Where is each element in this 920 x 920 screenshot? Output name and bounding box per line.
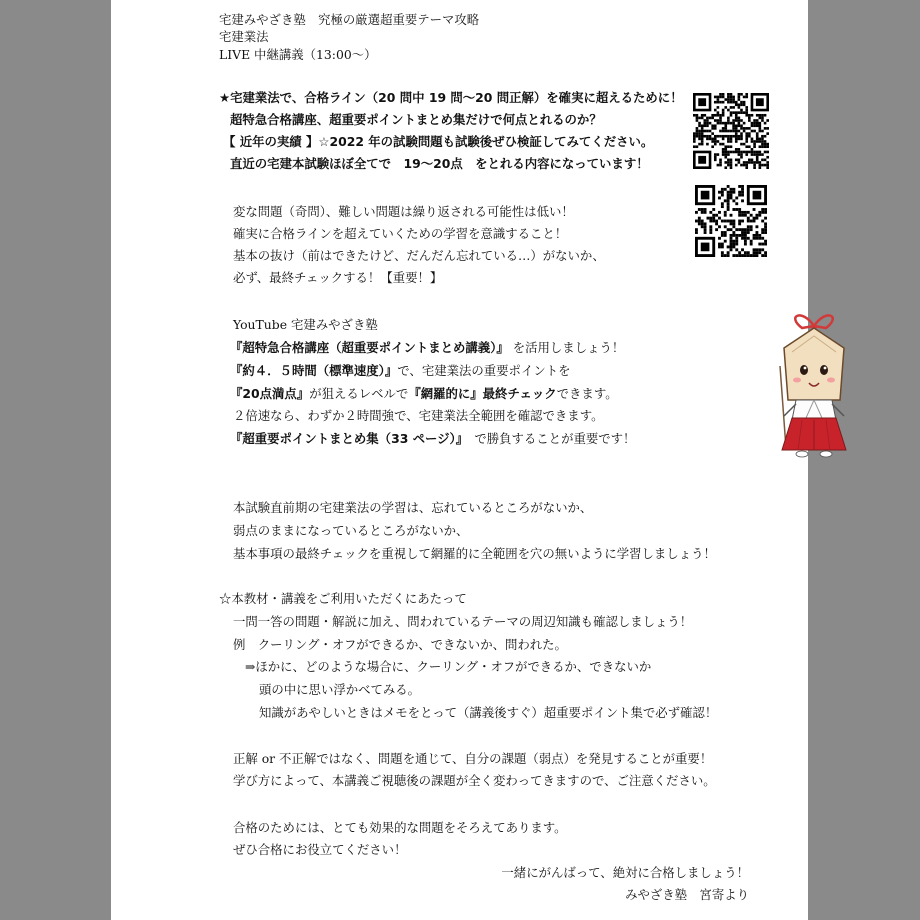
usage-line: ⇒ほかに、どのような場合に、クーリング・オフができるか、できないか — [245, 659, 652, 674]
note-line: 変な問題（奇問）、難しい問題は繰り返される可能性は低い！ — [233, 204, 574, 219]
intro-line: ★宅建業法で、合格ライン（20 問中 19 問〜20 問正解）を確実に超えるために！ — [219, 90, 683, 105]
study-line: 基本事項の最終チェックを重視して網羅的に全範囲を穴の無いように学習しましょう！ — [233, 546, 716, 561]
youtube-line: ２倍速なら、わずか２時間強で、宅建業法全範囲を確認できます。 — [233, 408, 604, 423]
intro-line: 超特急合格講座、超重要ポイントまとめ集だけで何点とれるのか？ — [230, 112, 602, 127]
plain-phrase: で勝負することが重要です！ — [461, 431, 636, 446]
bold-phrase: 『超特急合格講座（超重要ポイントまとめ講義）』 — [230, 340, 509, 355]
signature: みやざき塾 宮寄より — [625, 887, 749, 902]
usage-line: 例 クーリング・オフができるか、できないか、問われた。 — [233, 637, 567, 652]
youtube-line — [230, 386, 618, 402]
note-line: 必ず、最終チェックする！【重要！】 — [233, 270, 443, 285]
advice-line: 正解 or 不正解ではなく、問題を通じて、自分の課題（弱点）を発見することが重要！ — [233, 751, 713, 766]
bold-phrase: 『網羅的に』最終チェック — [408, 386, 557, 401]
header-lecture: LIVE 中継講義（13:00〜） — [219, 47, 377, 62]
qr-code-icon[interactable] — [695, 185, 767, 257]
usage-line: 知識があやしいときはメモをとって（講義後すぐ）超重要ポイント集で必ず確認！ — [259, 705, 718, 720]
youtube-line — [230, 431, 635, 447]
plain-phrase: を活用しましょう！ — [508, 340, 625, 355]
usage-heading: ☆本教材・講義をご利用いただくにあたって — [219, 591, 467, 606]
signoff-line: 一緒にがんばって、絶対に合格しましょう！ — [501, 865, 749, 880]
note-line: 基本の抜け（前はできたけど、だんだん忘れている…）がないか、 — [233, 248, 605, 263]
usage-line: 頭の中に思い浮かべてみる。 — [259, 682, 421, 697]
qr-code-icon[interactable] — [693, 93, 769, 169]
mascot-illustration — [762, 308, 866, 458]
header-subject: 宅建業法 — [219, 29, 269, 44]
plain-phrase: で、宅建業法の重要ポイントを — [397, 363, 571, 378]
document-page — [111, 0, 808, 920]
usage-line: 一問一答の問題・解説に加え、問われているテーマの周辺知識も確認しましょう！ — [233, 614, 693, 629]
closing-line: ぜひ合格にお役立てください！ — [233, 842, 407, 857]
study-line: 本試験直前期の宅建業法の学習は、忘れているところがないか、 — [233, 500, 593, 515]
intro-line: 直近の宅建本試験ほぼ全てで 19〜20点 をとれる内容になっています！ — [230, 156, 649, 171]
closing-line: 合格のためには、とても効果的な問題をそろえてあります。 — [233, 820, 567, 835]
advice-line: 学び方によって、本講義ご視聴後の課題が全く変わってきますので、ご注意ください。 — [233, 773, 716, 788]
youtube-line — [230, 340, 624, 356]
youtube-channel: YouTube 宅建みやざき塾 — [233, 317, 378, 332]
youtube-line — [230, 363, 571, 379]
study-line: 弱点のままになっているところがないか、 — [233, 523, 469, 538]
plain-phrase: が狙えるレベルで — [309, 386, 409, 401]
bold-phrase: 『20点満点』 — [230, 386, 310, 401]
header-title: 宅建みやざき塾 究極の厳選超重要テーマ攻略 — [219, 12, 480, 27]
bold-phrase: 『約４．５時間（標準速度）』 — [230, 363, 398, 378]
note-line: 確実に合格ラインを超えていくための学習を意識すること！ — [233, 226, 568, 241]
plain-phrase: できます。 — [556, 386, 618, 401]
intro-line: 【 近年の実績 】☆2022 年の試験問題も試験後ぜひ検証してみてください。 — [223, 134, 654, 149]
bold-phrase: 『超重要ポイントまとめ集（33 ページ）』 — [230, 431, 462, 446]
